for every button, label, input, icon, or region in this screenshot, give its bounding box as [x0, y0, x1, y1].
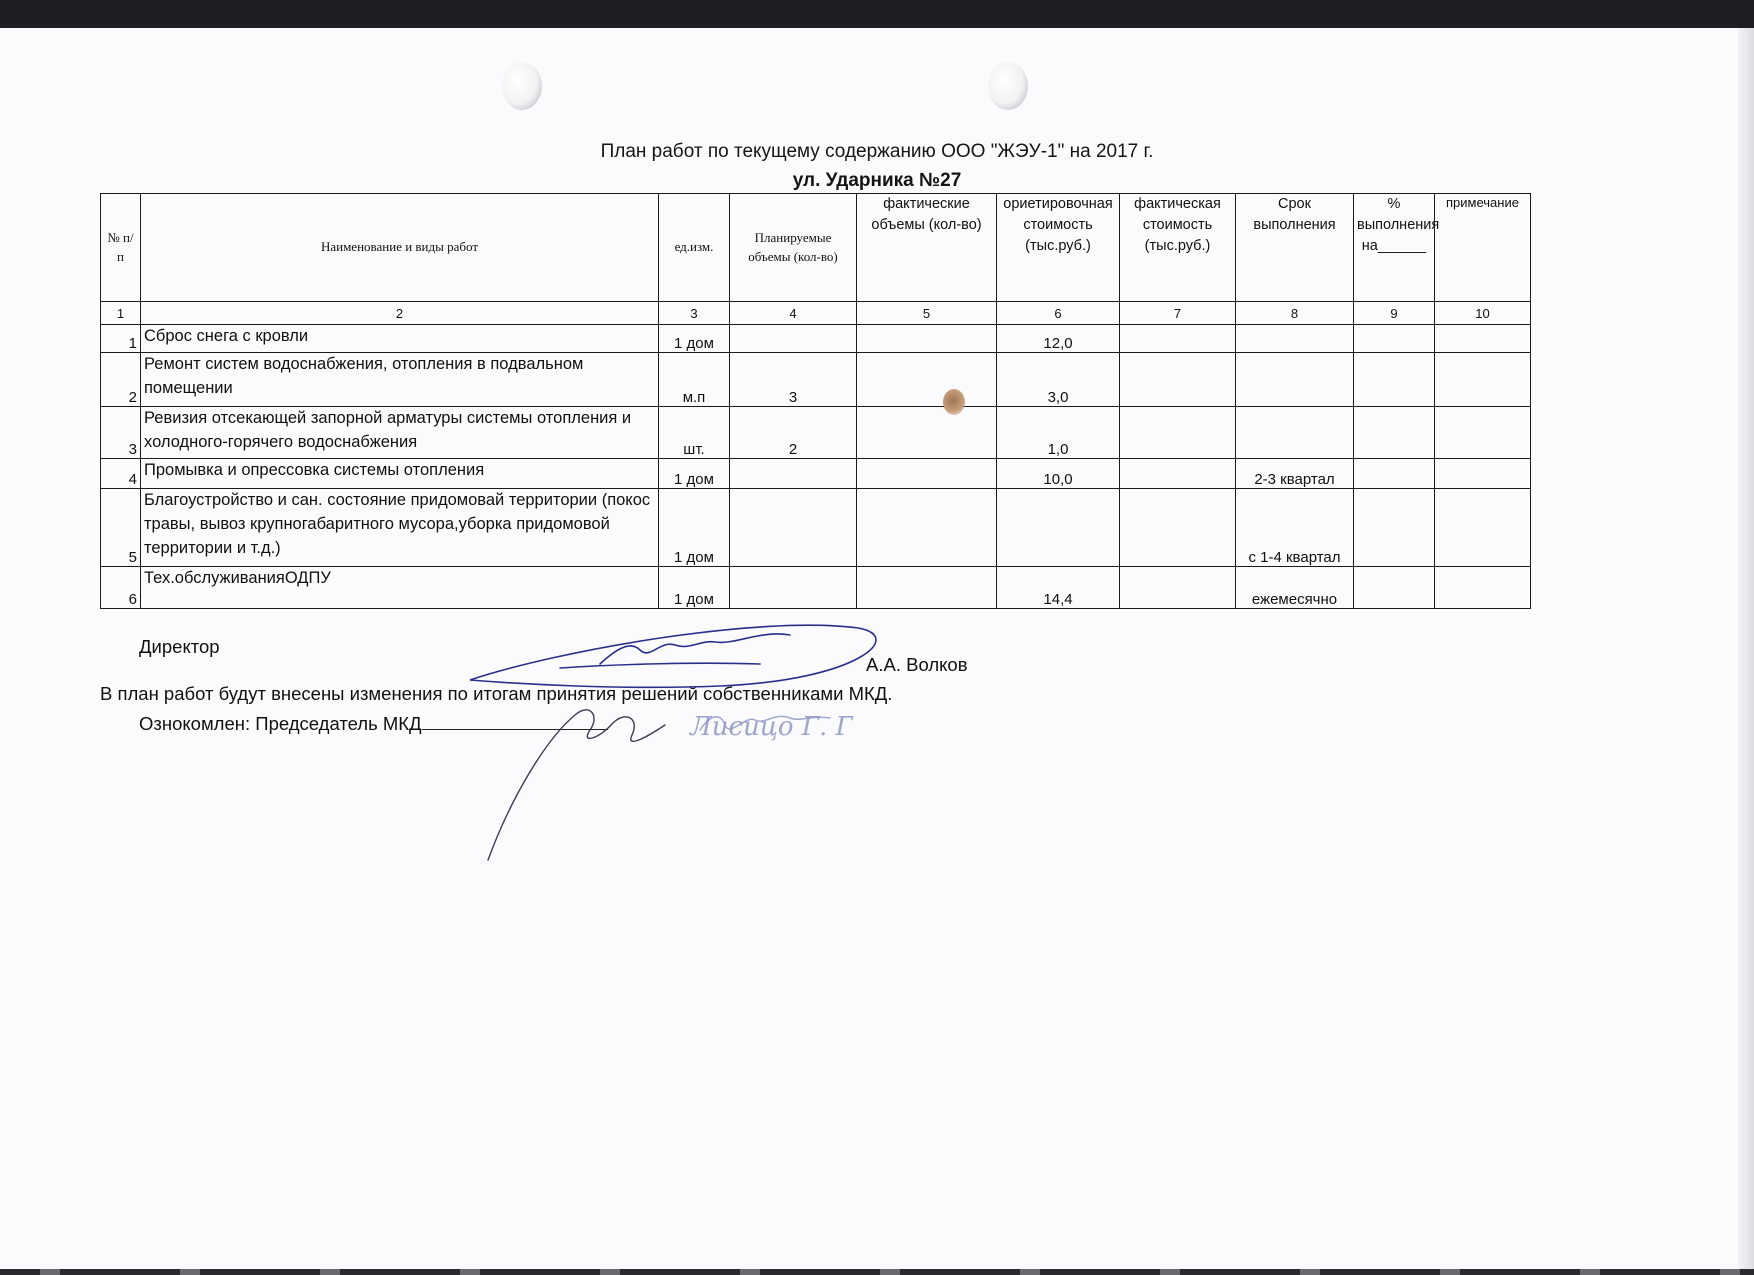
acquainted-line: [139, 713, 608, 735]
column-number: 6: [997, 302, 1120, 325]
actual-cell: [857, 459, 997, 489]
percent-cell: [1354, 407, 1435, 459]
est-cost-cell: 1,0: [997, 407, 1120, 459]
column-number: 10: [1435, 302, 1531, 325]
table-row: [101, 567, 1531, 609]
planned-cell: [730, 325, 857, 353]
fact-cost-cell: [1120, 325, 1236, 353]
punch-hole-left: [502, 62, 542, 110]
term-cell: [1236, 325, 1354, 353]
unit-cell: м.п: [659, 353, 730, 407]
planned-cell: 3: [730, 353, 857, 407]
acquainted-label: Ознокомлен: Председатель МКД: [139, 713, 422, 734]
note-cell: [1435, 407, 1531, 459]
est-cost-cell: 3,0: [997, 353, 1120, 407]
actual-cell: [857, 325, 997, 353]
fact-cost-cell: [1120, 407, 1236, 459]
column-number: 8: [1236, 302, 1354, 325]
header-note: примечание: [1435, 194, 1531, 302]
unit-cell: 1 дом: [659, 567, 730, 609]
signature-blank-line: [422, 713, 608, 730]
chair-handwriting: Лисицо Г. Г: [690, 712, 853, 742]
percent-cell: [1354, 459, 1435, 489]
percent-cell: [1354, 353, 1435, 407]
column-number: 1: [101, 302, 141, 325]
column-number: 7: [1120, 302, 1236, 325]
actual-cell: [857, 407, 997, 459]
header-fact-cost: фактическая стоимость (тыс.руб.): [1120, 194, 1236, 302]
paper-stain: [943, 389, 965, 415]
actual-cell: [857, 353, 997, 407]
note-cell: [1435, 489, 1531, 567]
work-name: Ремонт систем водоснабжения, отопления в подвальном помещении: [141, 353, 659, 407]
est-cost-cell: 12,0: [997, 325, 1120, 353]
header-unit: ед.изм.: [659, 194, 730, 302]
fact-cost-cell: [1120, 567, 1236, 609]
fact-cost-cell: [1120, 353, 1236, 407]
note-cell: [1435, 353, 1531, 407]
work-name: Ревизия отсекающей запорной арматуры системы отопления и холодного-горячего водоснабжения: [141, 407, 659, 459]
term-cell: [1236, 353, 1354, 407]
fact-cost-cell: [1120, 489, 1236, 567]
work-plan-table: [100, 193, 1531, 609]
plan-change-notice: В план работ будут внесены изменения по итогам принятия решений собственниками МКД.: [100, 683, 893, 704]
work-name: Тех.обслуживанияОДПУ: [141, 567, 659, 609]
director-name: А.А. Волков: [866, 654, 968, 675]
paper-edge: [1738, 28, 1754, 1275]
actual-cell: [857, 567, 997, 609]
header-row: [101, 194, 1531, 302]
column-number: 9: [1354, 302, 1435, 325]
row-number: 4: [101, 459, 141, 489]
percent-cell: [1354, 489, 1435, 567]
table-row: [101, 407, 1531, 459]
scanner-bottom-strip: [0, 1269, 1754, 1275]
header-term: Срок выполнения: [1236, 194, 1354, 302]
term-cell: ежемесячно: [1236, 567, 1354, 609]
percent-cell: [1354, 325, 1435, 353]
header-work-name: Наименование и виды работ: [141, 194, 659, 302]
table-row: [101, 459, 1531, 489]
planned-cell: [730, 489, 857, 567]
table-row: [101, 325, 1531, 353]
table-row: [101, 353, 1531, 407]
header-planned: Планируемые объемы (кол-во): [730, 194, 857, 302]
column-number: 3: [659, 302, 730, 325]
column-number: 5: [857, 302, 997, 325]
est-cost-cell: 14,4: [997, 567, 1120, 609]
table-row: [101, 489, 1531, 567]
document-address: ул. Ударника №27: [792, 170, 962, 191]
row-number: 2: [101, 353, 141, 407]
planned-cell: [730, 567, 857, 609]
work-name: Благоустройство и сан. состояние придомовай территории (покос травы, вывоз крупногабаритного мусора,уборка придомовой территории и т.д.): [141, 489, 659, 567]
term-cell: с 1-4 квартал: [1236, 489, 1354, 567]
director-label: Директор: [139, 636, 220, 657]
actual-cell: [857, 489, 997, 567]
note-cell: [1435, 459, 1531, 489]
unit-cell: шт.: [659, 407, 730, 459]
unit-cell: 1 дом: [659, 325, 730, 353]
term-cell: 2-3 квартал: [1236, 459, 1354, 489]
row-number: 5: [101, 489, 141, 567]
row-number: 3: [101, 407, 141, 459]
unit-cell: 1 дом: [659, 489, 730, 567]
header-est-cost: ориетировочная стоимость (тыс.руб.): [997, 194, 1120, 302]
row-number: 1: [101, 325, 141, 353]
fact-cost-cell: [1120, 459, 1236, 489]
header-percent: % выполнения на______: [1354, 194, 1435, 302]
est-cost-cell: 10,0: [997, 459, 1120, 489]
document-title: План работ по текущему содержанию ООО "ЖЭУ-1" на 2017 г.: [600, 141, 1154, 162]
est-cost-cell: [997, 489, 1120, 567]
punch-hole-right: [988, 62, 1028, 110]
header-number: № п/п: [101, 194, 141, 302]
column-number: 2: [141, 302, 659, 325]
term-cell: [1236, 407, 1354, 459]
header-actual: фактические объемы (кол-во): [857, 194, 997, 302]
note-cell: [1435, 325, 1531, 353]
unit-cell: 1 дом: [659, 459, 730, 489]
planned-cell: [730, 459, 857, 489]
note-cell: [1435, 567, 1531, 609]
column-number-row: [101, 302, 1531, 325]
work-name: Промывка и опрессовка системы отопления: [141, 459, 659, 489]
planned-cell: 2: [730, 407, 857, 459]
column-number: 4: [730, 302, 857, 325]
percent-cell: [1354, 567, 1435, 609]
row-number: 6: [101, 567, 141, 609]
work-name: Сброс снега с кровли: [141, 325, 659, 353]
